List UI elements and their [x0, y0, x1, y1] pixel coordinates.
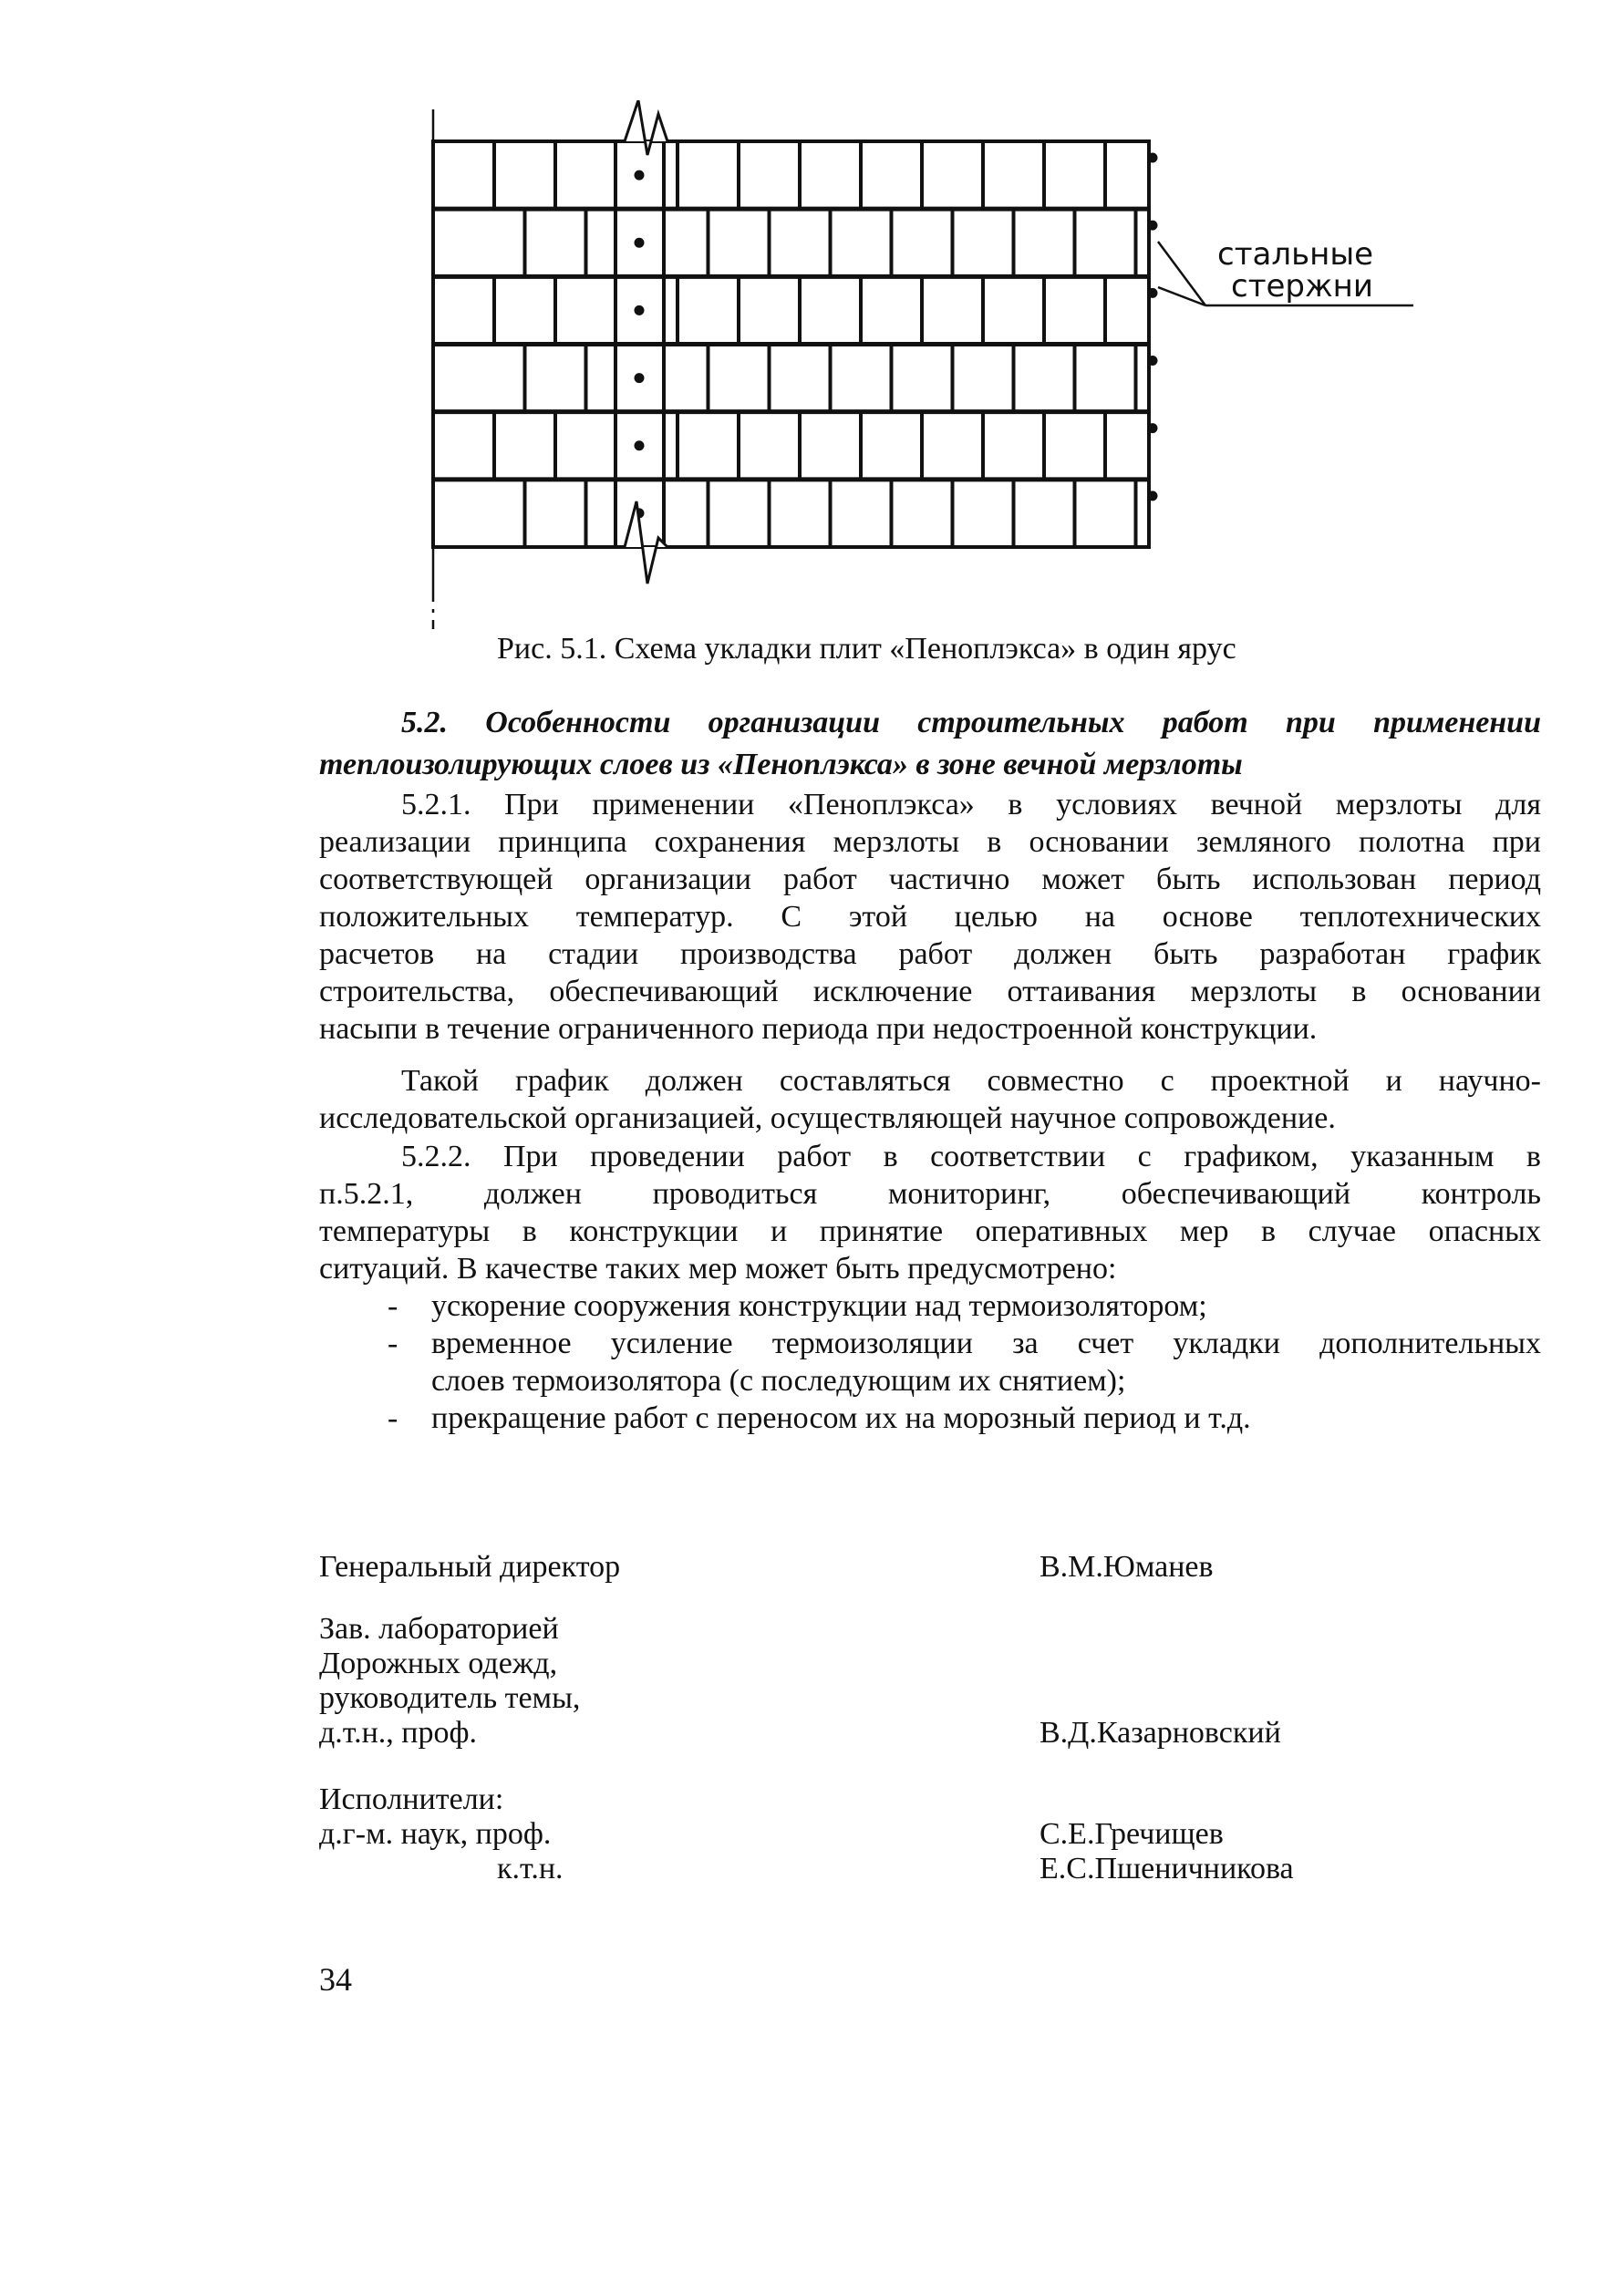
text-line: реализации принципа сохранения мерзлоты в основании земляного полотна при [319, 825, 1541, 859]
lab-head-name: В.Д.Казарновский [1040, 1716, 1281, 1750]
general-director-name: В.М.Юманев [1040, 1550, 1214, 1584]
text-line: ситуаций. В качестве таких мер может быть предусмотрено: [319, 1252, 1117, 1286]
steel-rods-label-line1: стальные [1217, 236, 1374, 273]
steel-rods-label-line2: стержни [1231, 268, 1373, 305]
text-line: Зав. лабораторией [319, 1612, 559, 1646]
executor-1-name: С.Е.Гречищев [1040, 1817, 1224, 1851]
general-director-title: Генеральный директор [319, 1550, 621, 1584]
text-line: 5.2.1. При применении «Пеноплэкса» в условиях вечной мерзлоты для [401, 788, 1541, 821]
text-line: исследовательской организацией, осуществляющей научное сопровождение. [319, 1101, 1336, 1135]
steel-rod-dot [635, 170, 644, 180]
list-item-text: ускорение сооружения конструкции над термоизолятором; [431, 1289, 1207, 1323]
steel-rod-dot [1148, 491, 1157, 501]
executor-2-title: к.т.н. [497, 1852, 564, 1885]
text-line: Такой график должен составляться совместно с проектной и научно- [401, 1064, 1541, 1098]
steel-rod-dot [635, 238, 644, 247]
bullet-dash: - [388, 1401, 398, 1435]
text-line: насыпи в течение ограниченного периода при недостроенной конструкции. [319, 1012, 1318, 1046]
text-line: расчетов на стадии производства работ должен быть разработан график [319, 937, 1541, 971]
executors-title: Исполнители: [319, 1782, 504, 1816]
section-heading [319, 702, 1541, 786]
measures-list [319, 1287, 1541, 1437]
steel-rod-dot [1148, 288, 1157, 297]
executor-1-title: д.г-м. наук, проф. [319, 1817, 552, 1851]
break-mark-top [625, 100, 667, 155]
steel-rod-dot [635, 374, 644, 383]
heading-line-2: теплоизолирующих слоев из «Пеноплэкса» в зоне вечной мерзлоты [319, 748, 1243, 781]
steel-rod-dot [1148, 424, 1157, 433]
paragraph-5-2-1 [319, 786, 1541, 1048]
text-line: 5.2.2. При проведении работ в соответствии с графиком, указанным в [401, 1140, 1541, 1173]
figure-caption: Рис. 5.1. Схема укладки плит «Пеноплэкса» в один ярус [497, 632, 1236, 666]
text-line: температуры в конструкции и принятие оперативных мер в случае опасных [319, 1214, 1541, 1248]
plate-layout-scheme [419, 100, 1422, 647]
steel-rod-dot [635, 441, 644, 450]
foam-plate-grid [433, 100, 1157, 629]
paragraph-5-2-2 [319, 1138, 1541, 1287]
lab-head-title [319, 1612, 580, 1751]
list-item [319, 1400, 1541, 1437]
text-line: руководитель темы, [319, 1681, 581, 1715]
paragraph-schedule [319, 1062, 1541, 1137]
list-item [319, 1287, 1541, 1325]
executor-2-name: Е.С.Пшеничникова [1040, 1852, 1294, 1885]
list-item [319, 1325, 1541, 1400]
list-item-text: прекращение работ с переносом их на морозный период и т.д. [431, 1401, 1251, 1435]
break-mark-bottom [625, 501, 667, 584]
steel-rod-dot [1148, 153, 1157, 162]
page-number: 34 [319, 1961, 352, 1998]
text-line: строительства, обеспечивающий исключение оттаивания мерзлоты в основании [319, 975, 1541, 1008]
bullet-dash: - [388, 1289, 398, 1323]
bullet-dash: - [388, 1327, 398, 1360]
list-item-text: временное усиление термоизоляции за счет укладки дополнительных [431, 1327, 1541, 1360]
text-line: соответствующей организации работ частично может быть использован период [319, 863, 1541, 896]
list-item-text: слоев термоизолятора (с последующим их снятием); [431, 1364, 1126, 1398]
text-line: п.5.2.1, должен проводиться мониторинг, обеспечивающий контроль [319, 1177, 1541, 1211]
text-line: положительных температур. С этой целью на основе теплотехнических [319, 900, 1541, 934]
heading-line-1: 5.2. Особенности организации строительных работ при применении [401, 706, 1541, 739]
text-line: Дорожных одежд, [319, 1647, 558, 1680]
steel-rod-dot [635, 305, 644, 315]
steel-rod-dot [1148, 356, 1157, 366]
steel-rods-label-group [1158, 236, 1413, 305]
steel-rod-dot [1148, 221, 1157, 230]
text-line: д.т.н., проф. [319, 1716, 478, 1750]
